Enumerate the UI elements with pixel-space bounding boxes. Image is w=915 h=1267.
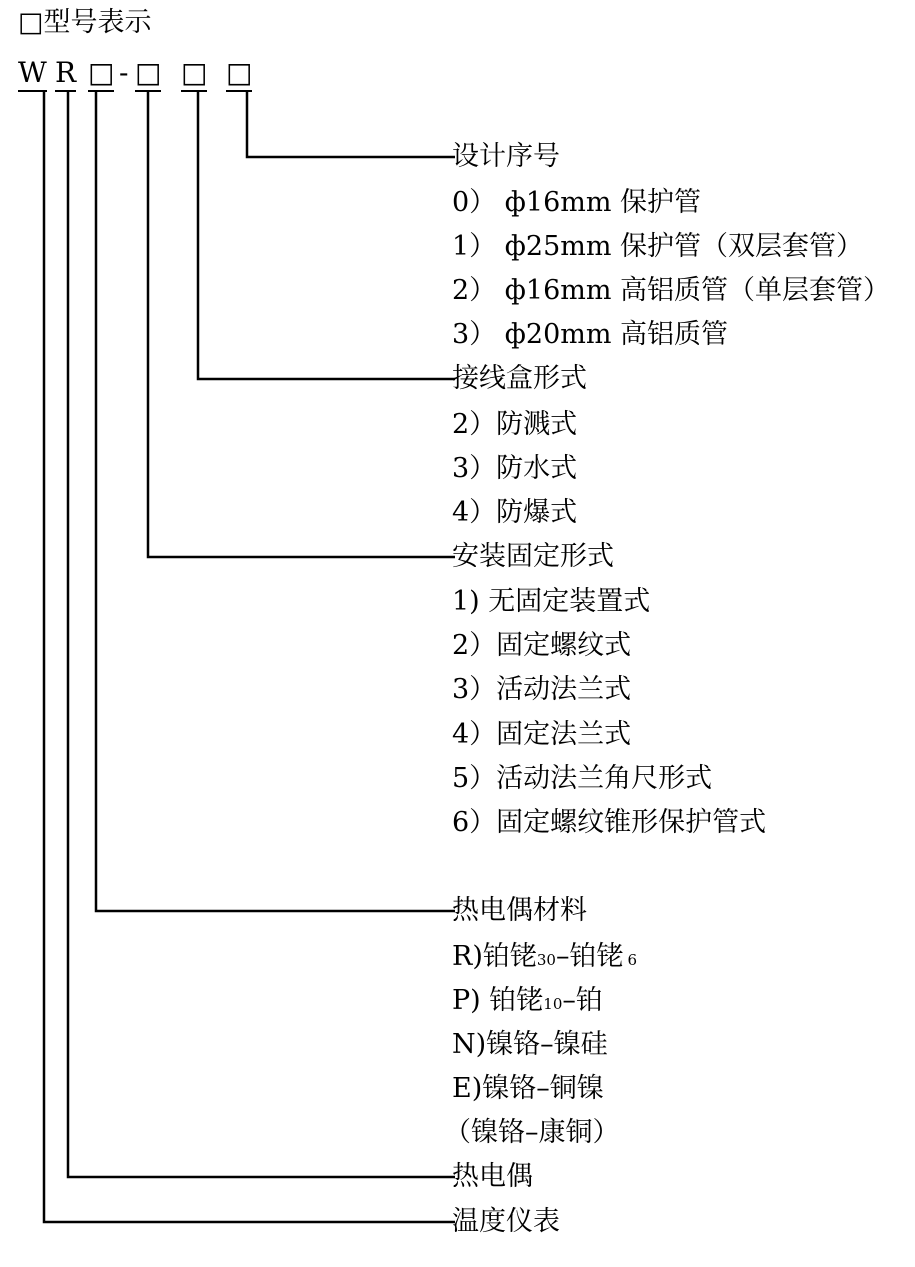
connector-material xyxy=(96,92,455,911)
design-item: 2） ф16mm 高铝质管（单层套管） xyxy=(452,275,891,306)
design-item: 1） ф25mm 保护管（双层套管） xyxy=(452,231,864,262)
thermocouple-heading: 热电偶 xyxy=(452,1161,533,1192)
code-dash: - xyxy=(119,56,129,89)
code-box-junction: □ xyxy=(181,56,207,92)
connector-junction xyxy=(198,92,455,379)
connector-instrument xyxy=(44,92,455,1222)
junction-item: 3）防水式 xyxy=(452,453,578,484)
material-heading: 热电偶材料 xyxy=(452,895,587,926)
code-box-mounting: □ xyxy=(135,56,161,92)
mounting-item: 2）固定螺纹式 xyxy=(452,630,632,661)
design-heading: 设计序号 xyxy=(452,141,560,172)
material-p-end: –铂 xyxy=(562,985,603,1016)
material-r-sub2: 6 xyxy=(627,951,638,969)
material-item-n: N)镍铬–镍硅 xyxy=(452,1029,608,1060)
mounting-item: 3）活动法兰式 xyxy=(452,674,632,705)
code-w: W xyxy=(18,56,47,92)
instrument-heading: 温度仪表 xyxy=(452,1206,560,1237)
mounting-item: 4）固定法兰式 xyxy=(452,719,632,750)
code-box-design: □ xyxy=(226,56,252,92)
mounting-item: 1) 无固定装置式 xyxy=(452,586,651,617)
connector-thermocouple xyxy=(68,92,455,1177)
junction-heading: 接线盒形式 xyxy=(452,363,587,394)
design-item: 3） ф20mm 高铝质管 xyxy=(452,319,729,350)
material-r-sub1: 30 xyxy=(536,951,556,969)
material-item-p xyxy=(452,984,603,1021)
material-item-e-note: （镍铬–康铜） xyxy=(444,1117,620,1148)
mounting-item: 6）固定螺纹锥形保护管式 xyxy=(452,807,767,838)
material-r-mid: –铂铑 xyxy=(555,941,624,972)
code-box-material: □ xyxy=(88,56,114,92)
material-item-r xyxy=(452,940,637,977)
connector-mounting xyxy=(148,92,455,557)
code-r: R xyxy=(55,56,76,92)
mounting-heading: 安装固定形式 xyxy=(452,541,614,572)
material-p-main: P) 铂铑 xyxy=(452,985,544,1016)
junction-item: 2）防溅式 xyxy=(452,409,578,440)
mounting-item: 5）活动法兰角尺形式 xyxy=(452,763,713,794)
junction-item: 4）防爆式 xyxy=(452,497,578,528)
material-r-main: R)铂铑 xyxy=(452,941,537,972)
page-title: □型号表示 xyxy=(18,7,152,38)
connector-design xyxy=(247,92,455,157)
material-item-e: E)镍铬–铜镍 xyxy=(452,1073,604,1104)
design-item: 0） ф16mm 保护管 xyxy=(452,187,702,218)
material-p-sub: 10 xyxy=(543,995,563,1013)
